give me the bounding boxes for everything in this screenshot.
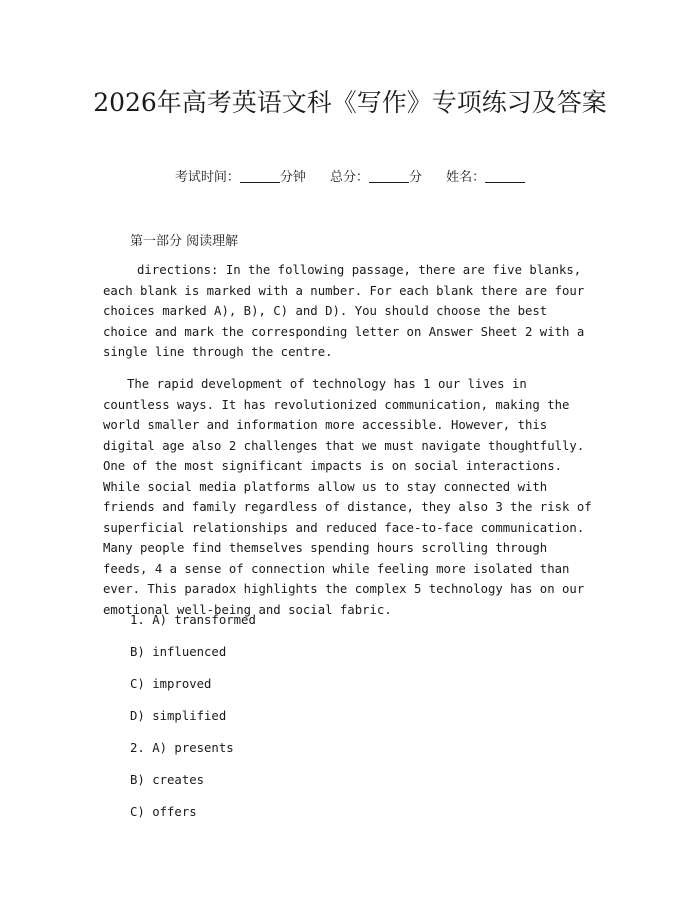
document-title: 2026年高考英语文科《写作》专项练习及答案 bbox=[93, 88, 607, 117]
exam-time-label: 考试时间： bbox=[174, 170, 240, 185]
exam-time bbox=[175, 166, 306, 185]
student-name-label: 姓名： bbox=[446, 170, 486, 185]
student-name-blank[interactable] bbox=[485, 182, 525, 183]
option-line: D) simplified bbox=[130, 709, 227, 723]
section-heading: 第一部分 阅读理解 bbox=[130, 234, 239, 249]
total-score bbox=[330, 166, 422, 185]
exam-info-line bbox=[0, 166, 700, 185]
exam-time-unit: 分钟 bbox=[279, 170, 306, 185]
directions-paragraph: directions: In the following passage, there are five blanks, each blank is marked with a number. For each blank there are four choices marked A), B), C) and D). You should choose the best choice and mark the corresponding letter on Answer Sheet 2 with a single line through the centre. bbox=[103, 263, 585, 359]
total-score-label: 总分： bbox=[329, 170, 369, 185]
total-score-unit: 分 bbox=[409, 170, 423, 185]
student-name bbox=[446, 166, 525, 185]
exam-time-blank[interactable] bbox=[240, 182, 280, 183]
option-line: 1. A) transformed bbox=[130, 613, 256, 627]
option-line: C) improved bbox=[130, 677, 212, 691]
option-line: B) creates bbox=[130, 773, 205, 787]
passage-paragraph: The rapid development of technology has 1 our lives in countless ways. It has revolutionized communication, making the world smaller and information more accessible. However, this digital age also 2 challenges that we must navigate thoughtfully. One of the most significant impacts is on social interactions. While social media platforms allow us to stay connected with friends and family regardless of distance, they also 3 the risk of superficial relationships and reduced face-to-face communication. Many people find themselves spending hours scrolling through feeds, 4 a sense of connection while feeling more isolated than ever. This paradox highlights the complex 5 technology has on our emotional well-being and social fabric. bbox=[103, 377, 592, 617]
total-score-blank[interactable] bbox=[369, 182, 409, 183]
option-line: B) influenced bbox=[130, 645, 227, 659]
option-line: 2. A) presents bbox=[130, 741, 234, 755]
option-line: C) offers bbox=[130, 805, 197, 819]
